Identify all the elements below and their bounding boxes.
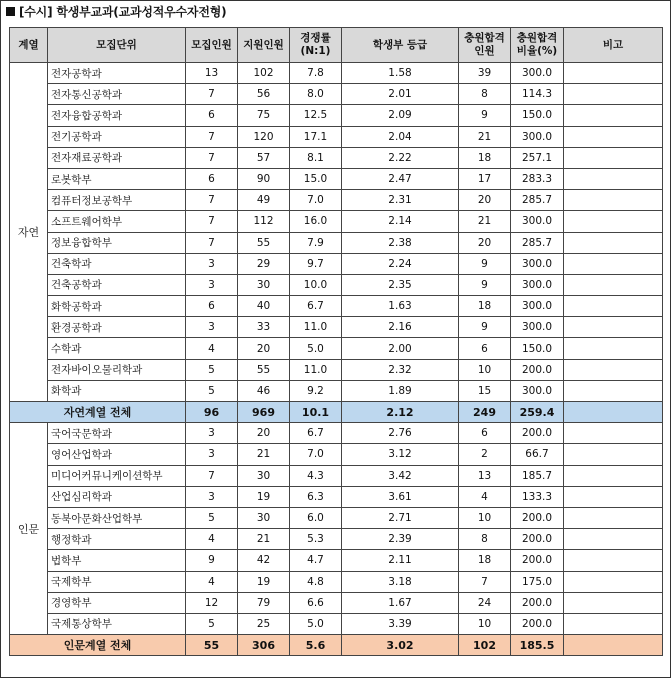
header-extra-pct	[511, 28, 564, 63]
dept-cell: 전자바이오물리학과	[48, 359, 186, 380]
grade-cell: 1.58	[342, 63, 459, 84]
extra-cell: 8	[459, 529, 511, 550]
total-extra-cell: 249	[459, 402, 511, 423]
extra-cell: 4	[459, 486, 511, 507]
note-cell	[564, 211, 663, 232]
grade-cell: 2.47	[342, 168, 459, 189]
note-cell	[564, 147, 663, 168]
applicants-cell: 42	[238, 550, 290, 571]
grade-cell: 3.18	[342, 571, 459, 592]
ratio-cell: 6.7	[290, 296, 342, 317]
ratio-cell: 5.0	[290, 613, 342, 634]
note-cell	[564, 571, 663, 592]
table-row	[10, 147, 663, 168]
applicants-cell: 56	[238, 84, 290, 105]
grade-cell: 2.39	[342, 529, 459, 550]
note-cell	[564, 465, 663, 486]
header-applicants: 지원인원	[238, 28, 290, 63]
extra-cell: 18	[459, 550, 511, 571]
grade-cell: 2.01	[342, 84, 459, 105]
total-quota-cell: 55	[186, 635, 238, 656]
table-row	[10, 105, 663, 126]
grade-cell: 2.11	[342, 550, 459, 571]
grade-cell: 2.16	[342, 317, 459, 338]
quota-cell: 3	[186, 486, 238, 507]
grade-cell: 2.00	[342, 338, 459, 359]
dept-cell: 로봇학부	[48, 168, 186, 189]
extra-cell: 9	[459, 317, 511, 338]
dept-cell: 컴퓨터정보공학부	[48, 190, 186, 211]
extra-cell: 15	[459, 380, 511, 401]
note-cell	[564, 444, 663, 465]
table-row	[10, 423, 663, 444]
square-bullet-icon	[6, 7, 15, 16]
extra-pct-cell: 185.7	[511, 465, 564, 486]
extra-pct-cell: 114.3	[511, 84, 564, 105]
total-note-cell	[564, 635, 663, 656]
quota-cell: 4	[186, 529, 238, 550]
applicants-cell: 79	[238, 592, 290, 613]
grade-cell: 2.22	[342, 147, 459, 168]
extra-cell: 9	[459, 105, 511, 126]
dept-cell: 전자공학과	[48, 63, 186, 84]
table-row	[10, 232, 663, 253]
quota-cell: 3	[186, 317, 238, 338]
extra-cell: 10	[459, 613, 511, 634]
note-cell	[564, 296, 663, 317]
header-group: 계열	[10, 28, 48, 63]
applicants-cell: 112	[238, 211, 290, 232]
ratio-cell: 7.9	[290, 232, 342, 253]
extra-pct-cell: 200.0	[511, 507, 564, 528]
extra-pct-cell: 300.0	[511, 63, 564, 84]
ratio-cell: 6.6	[290, 592, 342, 613]
dept-cell: 정보융합학부	[48, 232, 186, 253]
quota-cell: 7	[186, 84, 238, 105]
ratio-cell: 4.3	[290, 465, 342, 486]
dept-cell: 전자통신공학과	[48, 84, 186, 105]
dept-cell: 전자재료공학과	[48, 147, 186, 168]
ratio-cell: 4.8	[290, 571, 342, 592]
note-cell	[564, 84, 663, 105]
dept-cell: 국제통상학부	[48, 613, 186, 634]
total-row-humanities	[10, 635, 663, 656]
applicants-cell: 19	[238, 486, 290, 507]
ratio-cell: 10.0	[290, 274, 342, 295]
extra-pct-cell: 200.0	[511, 550, 564, 571]
title-text: [수시] 학생부교과(교과성적우수자전형)	[19, 5, 227, 19]
dept-cell: 산업심리학과	[48, 486, 186, 507]
ratio-cell: 8.0	[290, 84, 342, 105]
table-row	[10, 274, 663, 295]
applicants-cell: 46	[238, 380, 290, 401]
grade-cell: 2.71	[342, 507, 459, 528]
grade-cell: 2.09	[342, 105, 459, 126]
note-cell	[564, 423, 663, 444]
applicants-cell: 33	[238, 317, 290, 338]
extra-cell: 6	[459, 338, 511, 359]
header-extra-pct-line1: 충원합격	[516, 32, 558, 44]
header-grade: 학생부 등급	[342, 28, 459, 63]
quota-cell: 4	[186, 571, 238, 592]
dept-cell: 국제학부	[48, 571, 186, 592]
extra-cell: 39	[459, 63, 511, 84]
dept-cell: 법학부	[48, 550, 186, 571]
quota-cell: 9	[186, 550, 238, 571]
applicants-cell: 57	[238, 147, 290, 168]
extra-pct-cell: 133.3	[511, 486, 564, 507]
note-cell	[564, 507, 663, 528]
quota-cell: 7	[186, 147, 238, 168]
table-row	[10, 571, 663, 592]
grade-cell: 2.38	[342, 232, 459, 253]
applicants-cell: 30	[238, 465, 290, 486]
grade-cell: 2.35	[342, 274, 459, 295]
grade-cell: 2.04	[342, 126, 459, 147]
ratio-cell: 7.8	[290, 63, 342, 84]
table-row	[10, 63, 663, 84]
table-row	[10, 613, 663, 634]
applicants-cell: 75	[238, 105, 290, 126]
total-applicants-cell: 306	[238, 635, 290, 656]
extra-pct-cell: 200.0	[511, 423, 564, 444]
note-cell	[564, 190, 663, 211]
extra-cell: 2	[459, 444, 511, 465]
extra-pct-cell: 66.7	[511, 444, 564, 465]
extra-cell: 9	[459, 253, 511, 274]
ratio-cell: 7.0	[290, 190, 342, 211]
extra-cell: 9	[459, 274, 511, 295]
table-row	[10, 253, 663, 274]
total-note-cell	[564, 402, 663, 423]
quota-cell: 7	[186, 211, 238, 232]
extra-pct-cell: 283.3	[511, 168, 564, 189]
note-cell	[564, 168, 663, 189]
extra-cell: 8	[459, 84, 511, 105]
dept-cell: 화학공학과	[48, 296, 186, 317]
applicants-cell: 30	[238, 274, 290, 295]
table-row	[10, 529, 663, 550]
dept-cell: 전자융합공학과	[48, 105, 186, 126]
ratio-cell: 8.1	[290, 147, 342, 168]
table-row	[10, 359, 663, 380]
header-dept: 모집단위	[48, 28, 186, 63]
extra-pct-cell: 200.0	[511, 529, 564, 550]
ratio-cell: 11.0	[290, 359, 342, 380]
ratio-cell: 6.0	[290, 507, 342, 528]
applicants-cell: 29	[238, 253, 290, 274]
dept-cell: 행정학과	[48, 529, 186, 550]
ratio-cell: 7.0	[290, 444, 342, 465]
grade-cell: 1.89	[342, 380, 459, 401]
grade-cell: 2.31	[342, 190, 459, 211]
group-label-humanities: 인문	[10, 423, 48, 635]
total-label: 인문계열 전체	[10, 635, 186, 656]
dept-cell: 수학과	[48, 338, 186, 359]
note-cell	[564, 550, 663, 571]
note-cell	[564, 63, 663, 84]
applicants-cell: 19	[238, 571, 290, 592]
applicants-cell: 21	[238, 444, 290, 465]
grade-cell: 2.14	[342, 211, 459, 232]
ratio-cell: 12.5	[290, 105, 342, 126]
ratio-cell: 5.0	[290, 338, 342, 359]
ratio-cell: 6.7	[290, 423, 342, 444]
extra-cell: 18	[459, 296, 511, 317]
applicants-cell: 55	[238, 359, 290, 380]
extra-pct-cell: 300.0	[511, 211, 564, 232]
applicants-cell: 21	[238, 529, 290, 550]
ratio-cell: 4.7	[290, 550, 342, 571]
applicants-cell: 90	[238, 168, 290, 189]
quota-cell: 3	[186, 274, 238, 295]
quota-cell: 13	[186, 63, 238, 84]
extra-pct-cell: 300.0	[511, 380, 564, 401]
ratio-cell: 5.3	[290, 529, 342, 550]
extra-cell: 20	[459, 190, 511, 211]
extra-cell: 10	[459, 359, 511, 380]
note-cell	[564, 486, 663, 507]
applicants-cell: 40	[238, 296, 290, 317]
dept-cell: 미디어커뮤니케이션학부	[48, 465, 186, 486]
grade-cell: 3.61	[342, 486, 459, 507]
note-cell	[564, 592, 663, 613]
quota-cell: 7	[186, 126, 238, 147]
total-pct-cell: 185.5	[511, 635, 564, 656]
dept-cell: 동북아문화산업학부	[48, 507, 186, 528]
header-ratio	[290, 28, 342, 63]
header-extra-line2: 인원	[474, 45, 495, 57]
table-row	[10, 380, 663, 401]
header-extra	[459, 28, 511, 63]
note-cell	[564, 359, 663, 380]
extra-pct-cell: 300.0	[511, 296, 564, 317]
extra-pct-cell: 150.0	[511, 105, 564, 126]
grade-cell: 3.39	[342, 613, 459, 634]
table-row	[10, 296, 663, 317]
total-extra-cell: 102	[459, 635, 511, 656]
extra-cell: 21	[459, 126, 511, 147]
quota-cell: 4	[186, 338, 238, 359]
ratio-cell: 17.1	[290, 126, 342, 147]
note-cell	[564, 253, 663, 274]
extra-pct-cell: 175.0	[511, 571, 564, 592]
note-cell	[564, 380, 663, 401]
extra-pct-cell: 300.0	[511, 317, 564, 338]
header-extra-pct-line2: 비율(%)	[516, 45, 558, 57]
grade-cell: 3.42	[342, 465, 459, 486]
extra-cell: 18	[459, 147, 511, 168]
ratio-cell: 16.0	[290, 211, 342, 232]
header-ratio-line2: (N:1)	[300, 45, 331, 57]
extra-pct-cell: 300.0	[511, 126, 564, 147]
grade-cell: 1.63	[342, 296, 459, 317]
grade-cell: 2.32	[342, 359, 459, 380]
table-row	[10, 126, 663, 147]
dept-cell: 환경공학과	[48, 317, 186, 338]
grade-cell: 2.76	[342, 423, 459, 444]
note-cell	[564, 274, 663, 295]
header-quota: 모집인원	[186, 28, 238, 63]
document-title	[6, 3, 226, 20]
applicants-cell: 20	[238, 423, 290, 444]
dept-cell: 경영학부	[48, 592, 186, 613]
extra-cell: 20	[459, 232, 511, 253]
extra-cell: 17	[459, 168, 511, 189]
dept-cell: 국어국문학과	[48, 423, 186, 444]
note-cell	[564, 613, 663, 634]
table-row	[10, 211, 663, 232]
total-grade-cell: 2.12	[342, 402, 459, 423]
dept-cell: 화학과	[48, 380, 186, 401]
total-applicants-cell: 969	[238, 402, 290, 423]
ratio-cell: 6.3	[290, 486, 342, 507]
extra-pct-cell: 300.0	[511, 253, 564, 274]
quota-cell: 6	[186, 296, 238, 317]
extra-pct-cell: 300.0	[511, 274, 564, 295]
quota-cell: 3	[186, 253, 238, 274]
header-extra-line1: 충원합격	[464, 32, 505, 44]
note-cell	[564, 126, 663, 147]
table-row	[10, 84, 663, 105]
extra-cell: 24	[459, 592, 511, 613]
total-label: 자연계열 전체	[10, 402, 186, 423]
table-row	[10, 550, 663, 571]
quota-cell: 6	[186, 168, 238, 189]
quota-cell: 5	[186, 613, 238, 634]
note-cell	[564, 232, 663, 253]
quota-cell: 7	[186, 232, 238, 253]
header-note: 비고	[564, 28, 663, 63]
quota-cell: 7	[186, 190, 238, 211]
quota-cell: 5	[186, 507, 238, 528]
applicants-cell: 120	[238, 126, 290, 147]
ratio-cell: 9.7	[290, 253, 342, 274]
dept-cell: 전기공학과	[48, 126, 186, 147]
extra-cell: 7	[459, 571, 511, 592]
table-row	[10, 190, 663, 211]
table-header	[10, 28, 663, 63]
ratio-cell: 15.0	[290, 168, 342, 189]
extra-cell: 21	[459, 211, 511, 232]
grade-cell: 2.24	[342, 253, 459, 274]
applicants-cell: 30	[238, 507, 290, 528]
dept-cell: 영어산업학과	[48, 444, 186, 465]
note-cell	[564, 317, 663, 338]
applicants-cell: 20	[238, 338, 290, 359]
table-row	[10, 168, 663, 189]
extra-pct-cell: 200.0	[511, 592, 564, 613]
table-row	[10, 507, 663, 528]
dept-cell: 건축공학과	[48, 274, 186, 295]
header-ratio-line1: 경쟁률	[300, 32, 331, 44]
extra-cell: 6	[459, 423, 511, 444]
group-label-natural: 자연	[10, 63, 48, 402]
quota-cell: 6	[186, 105, 238, 126]
table-row	[10, 444, 663, 465]
total-pct-cell: 259.4	[511, 402, 564, 423]
quota-cell: 3	[186, 423, 238, 444]
extra-pct-cell: 200.0	[511, 359, 564, 380]
table-row	[10, 486, 663, 507]
applicants-cell: 55	[238, 232, 290, 253]
table-row	[10, 465, 663, 486]
total-grade-cell: 3.02	[342, 635, 459, 656]
table-row	[10, 338, 663, 359]
table-body	[10, 63, 663, 656]
applicants-cell: 49	[238, 190, 290, 211]
quota-cell: 5	[186, 359, 238, 380]
extra-pct-cell: 285.7	[511, 232, 564, 253]
total-quota-cell: 96	[186, 402, 238, 423]
quota-cell: 5	[186, 380, 238, 401]
quota-cell: 12	[186, 592, 238, 613]
table-row	[10, 317, 663, 338]
admissions-table	[9, 27, 663, 656]
extra-cell: 13	[459, 465, 511, 486]
total-ratio-cell: 10.1	[290, 402, 342, 423]
applicants-cell: 102	[238, 63, 290, 84]
total-row-natural	[10, 402, 663, 423]
grade-cell: 1.67	[342, 592, 459, 613]
extra-cell: 10	[459, 507, 511, 528]
ratio-cell: 11.0	[290, 317, 342, 338]
ratio-cell: 9.2	[290, 380, 342, 401]
total-ratio-cell: 5.6	[290, 635, 342, 656]
extra-pct-cell: 200.0	[511, 613, 564, 634]
dept-cell: 소프트웨어학부	[48, 211, 186, 232]
extra-pct-cell: 285.7	[511, 190, 564, 211]
note-cell	[564, 105, 663, 126]
extra-pct-cell: 150.0	[511, 338, 564, 359]
note-cell	[564, 338, 663, 359]
dept-cell: 건축학과	[48, 253, 186, 274]
applicants-cell: 25	[238, 613, 290, 634]
note-cell	[564, 529, 663, 550]
grade-cell: 3.12	[342, 444, 459, 465]
extra-pct-cell: 257.1	[511, 147, 564, 168]
quota-cell: 7	[186, 465, 238, 486]
table-row	[10, 592, 663, 613]
quota-cell: 3	[186, 444, 238, 465]
